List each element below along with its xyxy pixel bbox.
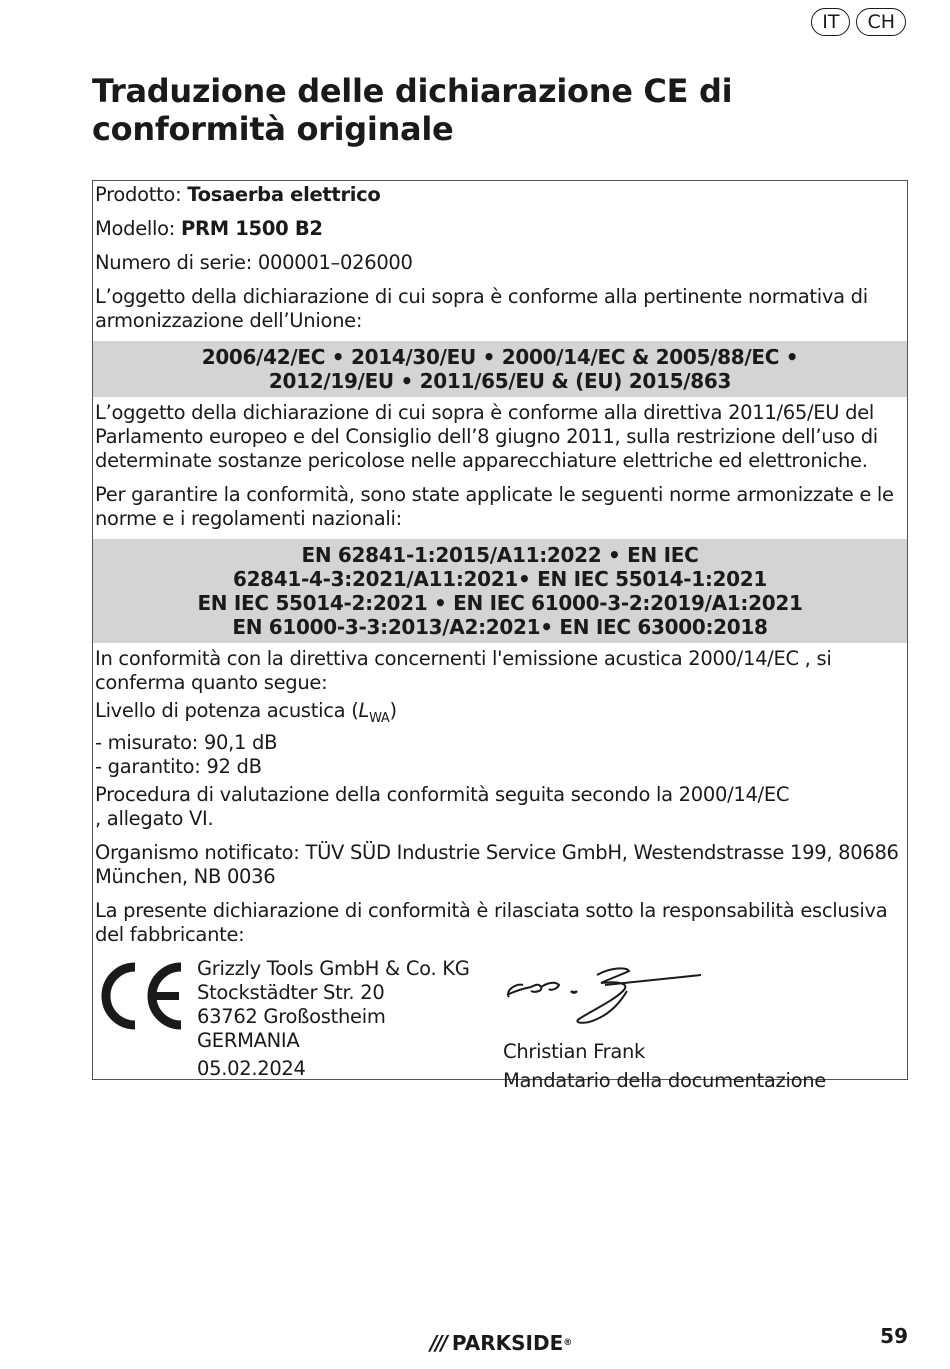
sound-power-label: Livello di potenza acustica ( [95,699,359,722]
lang-badge-it: IT [811,8,850,36]
logo-brand: PARKSIDE [451,1331,564,1355]
model-value: PRM 1500 B2 [180,217,323,240]
standards-line: EN 61000-3-3:2013/A2:2021• EN IEC 63000:2018 [232,615,768,639]
lang-badge-ch: CH [856,8,906,36]
ce-mark-icon [95,961,185,1031]
guaranteed-value: - garantito: 92 dB [95,754,262,778]
logo-registered: ® [563,1338,573,1348]
signature-icon [501,961,711,1031]
standards-intro: Per garantire la conformità, sono state applicate le seguenti norme armonizzate e le norme e i regolamenti nazionali: [95,483,894,530]
parkside-logo [430,1331,572,1355]
sound-power-close: ) [389,699,397,722]
signer-block [503,1037,826,1095]
notified-body: Organismo notificato: TÜV SÜD Industrie Service GmbH, Westendstrasse 199, 80686 München, NB 0036 [95,840,899,888]
measured-value: - misurato: 90,1 dB [95,730,278,754]
rohs-text: L’oggetto della dichiarazione di cui sopra è conforme alla direttiva 2011/65/EU del Parlamento europeo e del Consiglio dell’8 giugno 2011, sulla restrizione dell’uso di determinate sostanze pericolose nelle apparecchiature elettriche ed elettroniche. [95,401,878,472]
declaration-date: 05.02.2024 [197,1056,306,1080]
language-badges [811,8,906,36]
standards-line: 62841-4-3:2021/A11:2021• EN IEC 55014-1:2021 [232,567,768,591]
sound-power-line [93,699,907,731]
sound-power-symbol: L [358,699,370,722]
manufacturer-country: GERMANIA [197,1028,300,1052]
directives-band [93,341,907,397]
model-line [93,217,907,241]
procedure-text: Procedura di valutazione della conformità seguita secondo la 2000/14/EC , allegato VI. [95,782,790,830]
product-label: Prodotto: [95,183,182,206]
manufacturer-block [197,957,470,1081]
product-line [93,183,907,207]
declaration-box [92,180,908,1092]
standards-line: EN IEC 55014-2:2021 • EN IEC 61000-3-2:2019/A1:2021 [197,591,803,615]
model-label: Modello: [95,217,176,240]
logo-slashes: /// [430,1331,446,1355]
sound-power-subscript: WA [369,710,390,726]
page-title: Traduzione delle dichiarazione CE di conformità originale [92,72,733,148]
standards-band [93,539,907,643]
signature-area [93,957,907,1107]
product-value: Tosaerba elettrico [187,183,381,206]
serial-number: Numero di serie: 000001–026000 [95,251,413,274]
responsibility-text: La presente dichiarazione di conformità è rilasciata sotto la responsabilità esclusiva del fabbricante: [95,898,888,946]
manufacturer-name: Grizzly Tools GmbH & Co. KG [197,956,470,980]
manufacturer-city: 63762 Großostheim [197,1004,386,1028]
conformity-intro: L’oggetto della dichiarazione di cui sopra è conforme alla pertinente normativa di armonizzazione dell’Unione: [95,285,868,332]
signer-name: Christian Frank [503,1039,646,1063]
manufacturer-street: Stockstädter Str. 20 [197,980,385,1004]
signer-role: Mandatario della documentazione [503,1068,826,1092]
page-number: 59 [880,1324,908,1348]
noise-text: In conformità con la direttiva concernenti l'emissione acustica 2000/14/EC , si conferma quanto segue: [95,647,832,694]
directives-line: 2012/19/EU • 2011/65/EU & (EU) 2015/863 [268,369,732,393]
standards-line: EN 62841-1:2015/A11:2022 • EN IEC [301,543,699,567]
directives-line: 2006/42/EC • 2014/30/EU • 2000/14/EC & 2005/88/EC • [201,345,799,369]
